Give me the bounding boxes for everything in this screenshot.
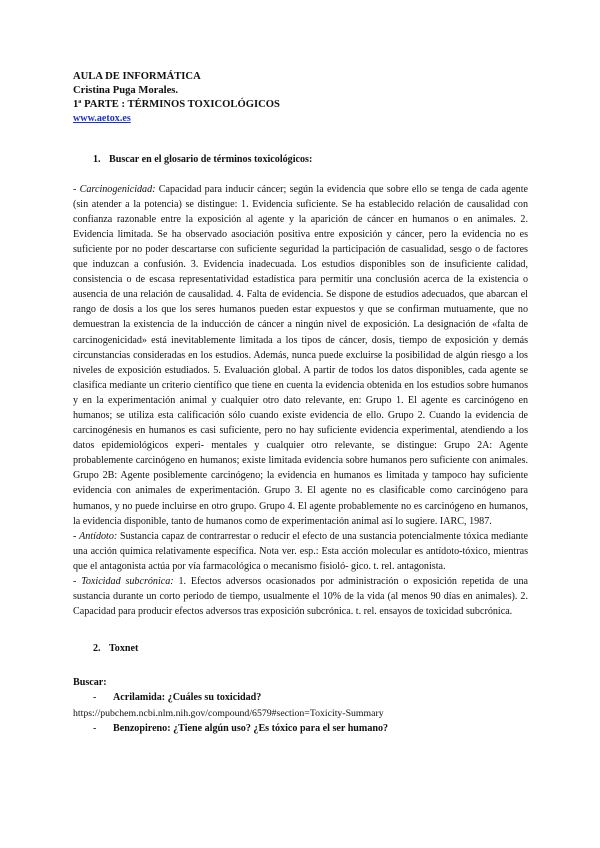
section-2-title: Toxnet: [109, 643, 139, 655]
bullet-dash: -: [93, 722, 97, 734]
list-item-benzopireno: [93, 721, 528, 736]
aetox-link[interactable]: www.aetox.es: [73, 113, 131, 125]
document-page: [73, 70, 528, 736]
list-item-label: Benzopireno: ¿Tiene algún uso? ¿Es tóxico para el ser humano?: [113, 722, 389, 734]
entry-definition: Capacidad para inducir cáncer; según la evidencia que sobre ello se tenga de cada agente (sin atender a la potencia) se distingue: 1. Evidencia suficiente. Se ha establecido relación de causalidad con confianza razonable entre la exposición al agente y la aparición de cáncer en humanos o en animales. 2. Evidencia limitada. Se ha observado asociación positiva entre exposición y cáncer, pero la evidencia no es suficiente por no poder descartarse con suficiente seguridad la participación de casualidad, sesgo o de factores que induzcan a confusión. 3. Evidencia inadecuada. Los estudios disponibles son de insuficiente calidad, consistencia o de escasa representatividad estadística para permitir una conclusión acerca de la existencia o ausencia de una relación de causalidad. 4. Falta de evidencia. Se dispone de estudios adecuados, que abarcan el rango de dosis a los que los seres humanos pueden estar expuestos y que se confirman mutuamente, que no demuestran la existencia de la inducción de cáncer a ningún nivel de exposición. La designación de «falta de carcinogenicidad» está inevitablemente limitada a los tipos de cáncer, dosis, tiempo de exposición y demás circunstancias consideradas en los estudios. Además, nunca puede excluirse la posibilidad de algún riesgo a los niveles de exposición estudiados. 5. Evaluación global. A partir de todos los datos disponibles, cada agente se clasifica mediante un criterio científico que tiene en cuenta la evidencia obtenida en los estudios sobre humanos y en la experimentación animal y cualquier otro dato relevante, en: Grupo 1. El agente es carcinógeno en humanos; se utiliza esta calificación sólo cuando existe evidencia de ello. Grupo 2. Cuando la evidencia de carcinogénesis en humanos es casi suficiente, pero no hay suficiente evidencia experimental, atendiendo a los datos epidemiológicos experi- mentales y cualquier otro relevante, se distingue: Grupo 2A: Agente probablemente carcinógeno en humanos; existe limitada evidencia sobre humanos pero suficiente con animales. Grupo 2B: Agente posiblemente carcinógeno; la evidencia en humanos es limitada y tampoco hay suficiente evidencia con animales de experimentación. Grupo 3. El agente no es clasificable como carcinógeno para humanos, y no puede incluirse en otro grupo. Grupo 4. El agente probablemente no es carcinógeno en humanos, la evidencia disponible, tanto de humanos como de experimentación animal así lo sugiere. IARC, 1987.: [73, 183, 528, 527]
section-1-heading: [93, 152, 528, 167]
bullet-dash: -: [93, 692, 97, 704]
entry-term: Antídoto:: [79, 530, 118, 542]
entry-dash: -: [73, 576, 82, 588]
section-2-heading: [93, 641, 528, 656]
section-1-number: 1.: [93, 154, 101, 166]
entry-carcinogenicidad: [73, 182, 528, 529]
entry-toxicidad-subcronica: [73, 574, 528, 619]
glossary-entries: [73, 182, 528, 620]
section-1-title: Buscar en el glosario de términos toxicológicos:: [109, 154, 313, 166]
entry-dash: -: [73, 530, 80, 542]
entry-dash: -: [73, 183, 80, 195]
part-title: 1ª PARTE : TÉRMINOS TOXICOLÓGICOS: [73, 98, 280, 110]
entry-term: Toxicidad subcrónica:: [81, 576, 174, 588]
pubchem-url: https://pubchem.ncbi.nlm.nih.gov/compound/6579#section=Toxicity-Summary: [73, 707, 384, 719]
buscar-label: Buscar:: [73, 677, 107, 689]
section-2-number: 2.: [93, 643, 101, 655]
list-item-acrilamida: [93, 690, 528, 705]
course-title: AULA DE INFORMÁTICA: [73, 71, 201, 82]
author-name: Cristina Puga Morales.: [73, 84, 179, 96]
entry-definition: 1. Efectos adversos ocasionados por administración o exposición repetida de una sustancia durante un corto periodo de tiempo, usualmente el 10% de la vida (al menos 90 días en animales). 2. Capacidad para producir efectos adversos tras exposición subcrónica. t. rel. ensayos de toxicidad subcrónica.: [73, 576, 528, 618]
entry-antidoto: [73, 529, 528, 574]
list-item-label: Acrilamida: ¿Cuáles su toxicidad?: [113, 692, 262, 704]
entry-term: Carcinogenicidad:: [79, 183, 156, 195]
entry-definition: Sustancia capaz de contrarrestar o reducir el efecto de una sustancia potencialmente tóxica mediante una acción química relativamente específica. Nota ver. esp.: Esta acción molecular es antídoto-tóxico, mientras que el antagonista actúa por vía farmacológica o mecanismo fisioló- gico. t. rel. antagonista.: [73, 530, 528, 572]
